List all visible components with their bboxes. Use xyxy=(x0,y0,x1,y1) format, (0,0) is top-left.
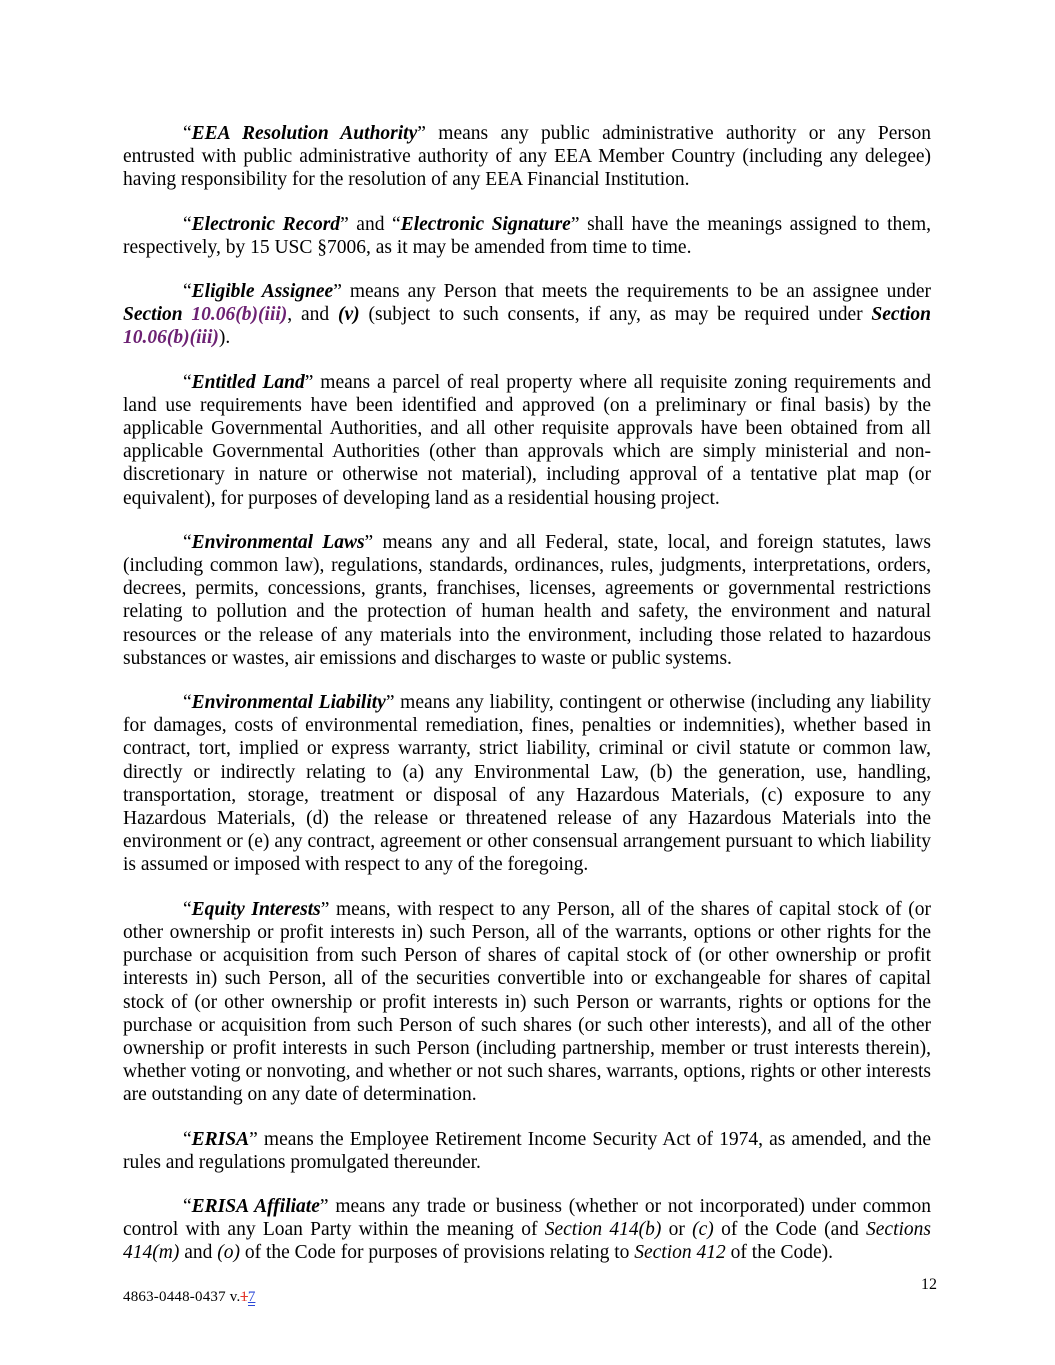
section-reference: Sections 414(m) xyxy=(123,1219,931,1264)
defined-term: Electronic Record xyxy=(191,213,341,235)
defined-term: Entitled Land xyxy=(191,371,305,393)
section-reference: (v) xyxy=(337,304,360,326)
text-run: “ xyxy=(183,123,192,144)
definition-paragraph-electronic-record xyxy=(123,213,931,259)
text-run: ” means any public administrative authority or any Person entrusted with public administrative authority of any EEA Member Country (including any delegee) having responsibility for the resolution of any EEA Financial Institution. xyxy=(123,123,931,191)
text-run: and xyxy=(179,1242,218,1264)
text-run: ” means a parcel of real property where all requisite zoning requirements and land use requirements have been identified and approved (on a preliminary or final basis) by the applicable Governmental Authorities, and all other requisite approvals have been obtained from all applicable Governmental Authorities (other than approvals which are simply ministerial and non-discretionary in nature or otherwise not material), including approval of a tentative plat map (or equivalent), for purposes of developing land as a residential housing project. xyxy=(123,371,931,509)
defined-term: Eligible Assignee xyxy=(191,281,334,303)
section-reference: Section 414(b) xyxy=(544,1219,662,1241)
defined-term: Equity Interests xyxy=(191,898,321,920)
definition-paragraph-entitled-land xyxy=(123,371,931,510)
definition-paragraph-eligible-assignee xyxy=(123,280,931,350)
text-run: of the Code for purposes of provisions relating to xyxy=(239,1242,635,1264)
definition-paragraph-environmental-laws xyxy=(123,531,931,670)
text-run: “ xyxy=(183,281,192,303)
defined-term: EEA Resolution Authority xyxy=(191,123,418,144)
text-run: ” shall have the meanings assigned to them, respectively, by 15 USC §7006, as it may be amended from time to time. xyxy=(123,213,931,258)
defined-term: Electronic Signature xyxy=(400,213,571,235)
definition-paragraph-erisa-affiliate xyxy=(123,1195,931,1265)
text-run: or xyxy=(661,1219,693,1241)
text-run: “ xyxy=(183,371,192,393)
section-reference-link[interactable]: 10.06(b)(iii) xyxy=(191,304,288,326)
section-reference: (c) xyxy=(692,1219,714,1241)
text-run: “ xyxy=(183,898,192,920)
text-run: “ xyxy=(183,1195,192,1217)
redline-inserted-version: 7 xyxy=(247,1289,256,1305)
section-reference: (o) xyxy=(217,1242,240,1264)
text-run: “ xyxy=(183,213,192,235)
text-run: (subject to such consents, if any, as may be required under xyxy=(359,304,872,326)
defined-term: Environmental Laws xyxy=(191,531,365,553)
section-reference: Section xyxy=(123,304,192,326)
text-run: “ xyxy=(183,531,192,553)
definition-paragraph-equity-interests xyxy=(123,898,931,1107)
text-run: , and xyxy=(287,304,338,326)
text-run: of the Code). xyxy=(725,1242,834,1264)
section-reference-link[interactable]: 10.06(b)(iii) xyxy=(123,327,219,349)
text-run: ” means any Person that meets the requirements to be an assignee under xyxy=(333,281,931,303)
text-run: “ xyxy=(183,692,192,714)
document-footer xyxy=(123,1288,931,1306)
text-run: of the Code (and xyxy=(713,1219,867,1241)
text-run: “ xyxy=(183,1128,192,1150)
text-run: ” means any and all Federal, state, local, and foreign statutes, laws (including common law), regulations, standards, ordinances, rules, judgments, interpretations, orders, decrees, permits, concessions, grants, franchises, licenses, agreements or governmental restrictions relating to pollution and the protection of human health and safety, the environment and natural resources or the release of any materials into the environment, including those related to hazardous substances or wastes, air emissions and discharges to waste or public systems. xyxy=(123,531,931,669)
redline-deleted-version: 1 xyxy=(240,1289,248,1305)
text-run: ). xyxy=(218,327,231,349)
section-reference: Section 412 xyxy=(634,1242,726,1264)
document-body xyxy=(123,122,931,1286)
text-run: ” means any trade or business (whether or not incorporated) under common control with any Loan Party within the meaning of xyxy=(123,1195,931,1241)
text-run: ” means the Employee Retirement Income Security Act of 1974, as amended, and the rules and regulations promulgated thereunder. xyxy=(123,1128,931,1173)
definition-paragraph-erisa xyxy=(123,1128,931,1174)
text-run: ” and “ xyxy=(340,213,401,235)
defined-term: ERISA xyxy=(191,1128,250,1150)
page-number: 12 xyxy=(921,1276,937,1293)
section-reference: Section xyxy=(871,304,932,326)
defined-term: ERISA Affiliate xyxy=(191,1195,320,1217)
document-id-number: 4863-0448-0437 v. xyxy=(123,1289,241,1305)
text-run: ” means any liability, contingent or otherwise (including any liability for damages, costs of environmental remediation, fines, penalties or indemnities), whether based in contract, tort, implied or express warranty, strict liability, criminal or civil statute or common law, directly or indirectly relating to (a) any Environmental Law, (b) the generation, use, handling, transportation, storage, treatment or disposal of any Hazardous Materials, (c) exposure to any Hazardous Materials, (d) the release or threatened release of any Hazardous Materials into the environment or (e) any contract, agreement or other consensual arrangement pursuant to which liability is assumed or imposed with respect to any of the foregoing. xyxy=(123,692,931,876)
definition-paragraph-environmental-liability xyxy=(123,691,931,877)
defined-term: Environmental Liability xyxy=(191,692,386,714)
definition-paragraph-eea-resolution-authority xyxy=(123,122,931,192)
text-run: ” means, with respect to any Person, all of the shares of capital stock of (or other ownership or profit interests in) such Person, all of the warrants, options or other rights for the purchase or acquisition from such Person of shares of capital stock of (or other ownership or profit interests in) such Person, all of the securities convertible into or exchangeable for shares of capital stock of (or other ownership or profit interests in) such Person or warrants, rights or options for the purchase or acquisition from such Person of such shares (or such other interests), and all of the other ownership or profit interests in such Person (including partnership, member or trust interests therein), whether voting or nonvoting, and whether or not such shares, warrants, options, rights or other interests are outstanding on any date of determination. xyxy=(123,898,931,1106)
